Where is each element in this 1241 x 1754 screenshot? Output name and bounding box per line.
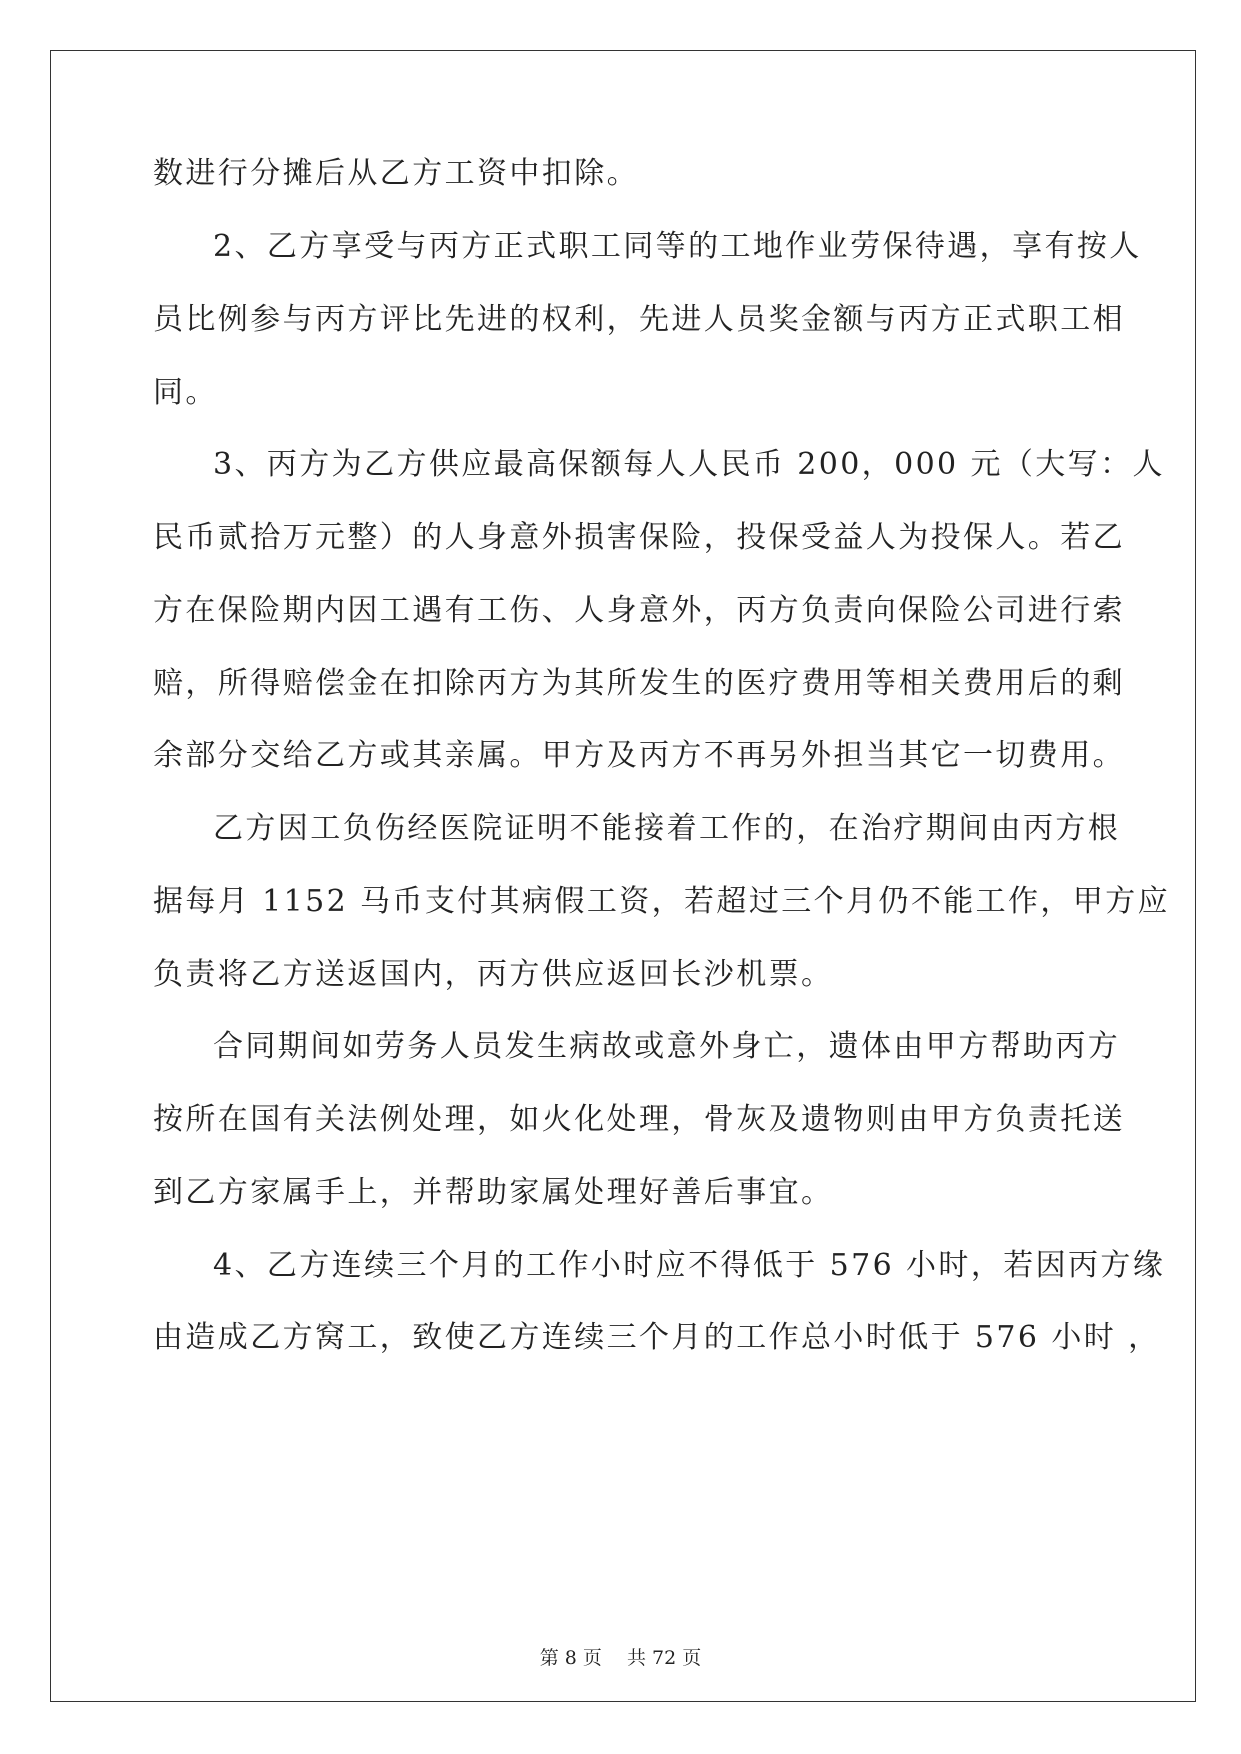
text-line: 负责将乙方送返国内，丙方供应返回长沙机票。 <box>153 957 834 992</box>
text-line: 按所在国有关法例处理，如火化处理，骨灰及遗物则由甲方负责托送 <box>153 1102 1125 1137</box>
text-line: 2、乙方享受与丙方正式职工同等的工地作业劳保待遇，享有按人 <box>213 229 1142 264</box>
text-line: 余部分交给乙方或其亲属。甲方及丙方不再另外担当其它一切费用。 <box>153 738 1125 773</box>
text-line: 3、丙方为乙方供应最高保额每人人民币 200，000 元（大写：人 <box>213 447 1165 482</box>
text-line: 合同期间如劳务人员发生病故或意外身亡，遗体由甲方帮助丙方 <box>213 1029 1121 1064</box>
text-line: 同。 <box>153 375 218 410</box>
text-line: 据每月 1152 马币支付其病假工资，若超过三个月仍不能工作，甲方应 <box>153 884 1171 919</box>
page-border <box>50 50 1196 1702</box>
text-line: 4、乙方连续三个月的工作小时应不得低于 576 小时，若因丙方缘 <box>213 1248 1166 1283</box>
page-number-footer: 第 8 页 共 72 页 <box>539 1647 702 1669</box>
text-line: 乙方因工负伤经医院证明不能接着工作的，在治疗期间由丙方根 <box>213 811 1121 846</box>
text-line: 赔，所得赔偿金在扣除丙方为其所发生的医疗费用等相关费用后的剩 <box>153 666 1125 701</box>
text-line: 由造成乙方窝工，致使乙方连续三个月的工作总小时低于 576 小时 ， <box>153 1320 1161 1355</box>
text-line: 员比例参与丙方评比先进的权利，先进人员奖金额与丙方正式职工相 <box>153 302 1125 337</box>
text-line: 方在保险期内因工遇有工伤、人身意外，丙方负责向保险公司进行索 <box>153 593 1125 628</box>
text-line: 民币贰拾万元整）的人身意外损害保险，投保受益人为投保人。若乙 <box>153 520 1125 555</box>
text-line: 到乙方家属手上，并帮助家属处理好善后事宜。 <box>153 1175 834 1210</box>
text-line: 数进行分摊后从乙方工资中扣除。 <box>153 156 639 191</box>
